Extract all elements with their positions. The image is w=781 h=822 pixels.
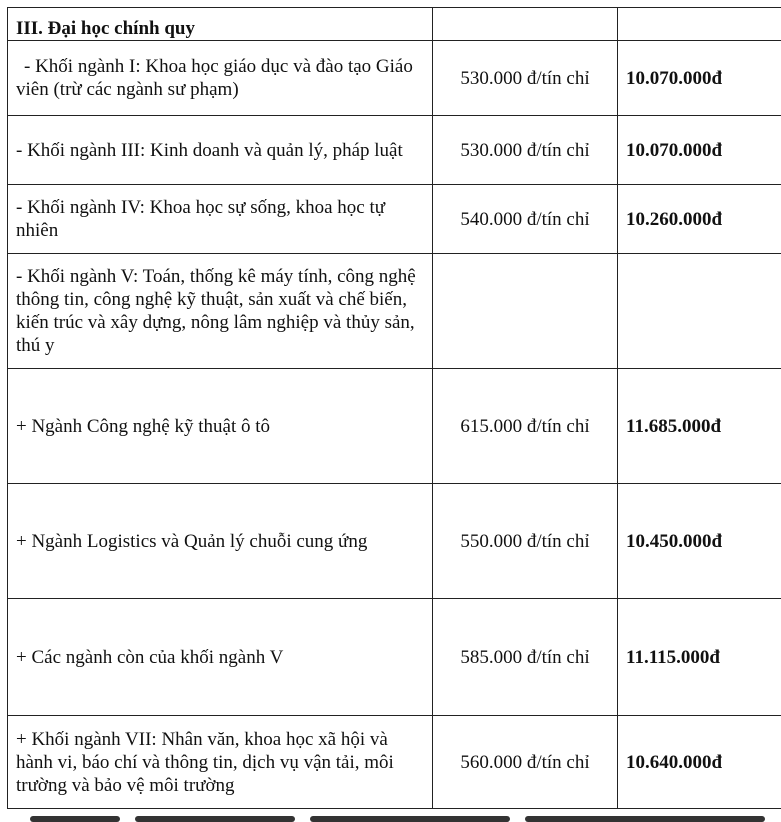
credit-price: 560.000 đ/tín chỉ — [433, 716, 618, 809]
credit-price: 615.000 đ/tín chỉ — [433, 369, 618, 484]
empty-cell — [618, 8, 781, 41]
cut-off-text-line — [30, 810, 770, 822]
tuition-total: 11.685.000đ — [618, 369, 781, 484]
major-group-name: - Khối ngành V: Toán, thống kê máy tính, công nghệ thông tin, công nghệ kỹ thuật, sản xuất và chế biến, kiến trúc và xây dựng, nông lâm nghiệp và thủy sản, thú y — [8, 254, 433, 369]
table-row — [8, 254, 781, 369]
tuition-total: 10.260.000đ — [618, 185, 781, 254]
table-row — [8, 116, 781, 185]
credit-price — [433, 254, 618, 369]
credit-price: 550.000 đ/tín chỉ — [433, 484, 618, 599]
major-name: + Ngành Công nghệ kỹ thuật ô tô — [8, 369, 433, 484]
major-group-name: - Khối ngành IV: Khoa học sự sống, khoa học tự nhiên — [8, 185, 433, 254]
major-group-name: + Khối ngành VII: Nhân văn, khoa học xã hội và hành vi, báo chí và thông tin, dịch vụ vận tải, môi trường và bảo vệ môi trường — [8, 716, 433, 809]
tuition-total: 11.115.000đ — [618, 599, 781, 716]
table-row — [8, 185, 781, 254]
tuition-total: 10.450.000đ — [618, 484, 781, 599]
table-row — [8, 716, 781, 809]
tuition-total: 10.070.000đ — [618, 41, 781, 116]
credit-price: 530.000 đ/tín chỉ — [433, 116, 618, 185]
credit-price: 585.000 đ/tín chỉ — [433, 599, 618, 716]
table-row — [8, 484, 781, 599]
major-name: + Các ngành còn của khối ngành V — [8, 599, 433, 716]
table-row — [8, 41, 781, 116]
tuition-fee-table — [7, 7, 781, 809]
major-group-name: - Khối ngành III: Kinh doanh và quản lý, pháp luật — [8, 116, 433, 185]
section-title: III. Đại học chính quy — [8, 8, 433, 41]
tuition-total: 10.640.000đ — [618, 716, 781, 809]
tuition-total — [618, 254, 781, 369]
table-header-row — [8, 8, 781, 41]
credit-price: 540.000 đ/tín chỉ — [433, 185, 618, 254]
empty-cell — [433, 8, 618, 41]
table-row — [8, 599, 781, 716]
tuition-total: 10.070.000đ — [618, 116, 781, 185]
table-row — [8, 369, 781, 484]
credit-price: 530.000 đ/tín chỉ — [433, 41, 618, 116]
major-name: + Ngành Logistics và Quản lý chuỗi cung ứng — [8, 484, 433, 599]
major-group-name: - Khối ngành I: Khoa học giáo dục và đào tạo Giáo viên (trừ các ngành sư phạm) — [8, 41, 433, 116]
